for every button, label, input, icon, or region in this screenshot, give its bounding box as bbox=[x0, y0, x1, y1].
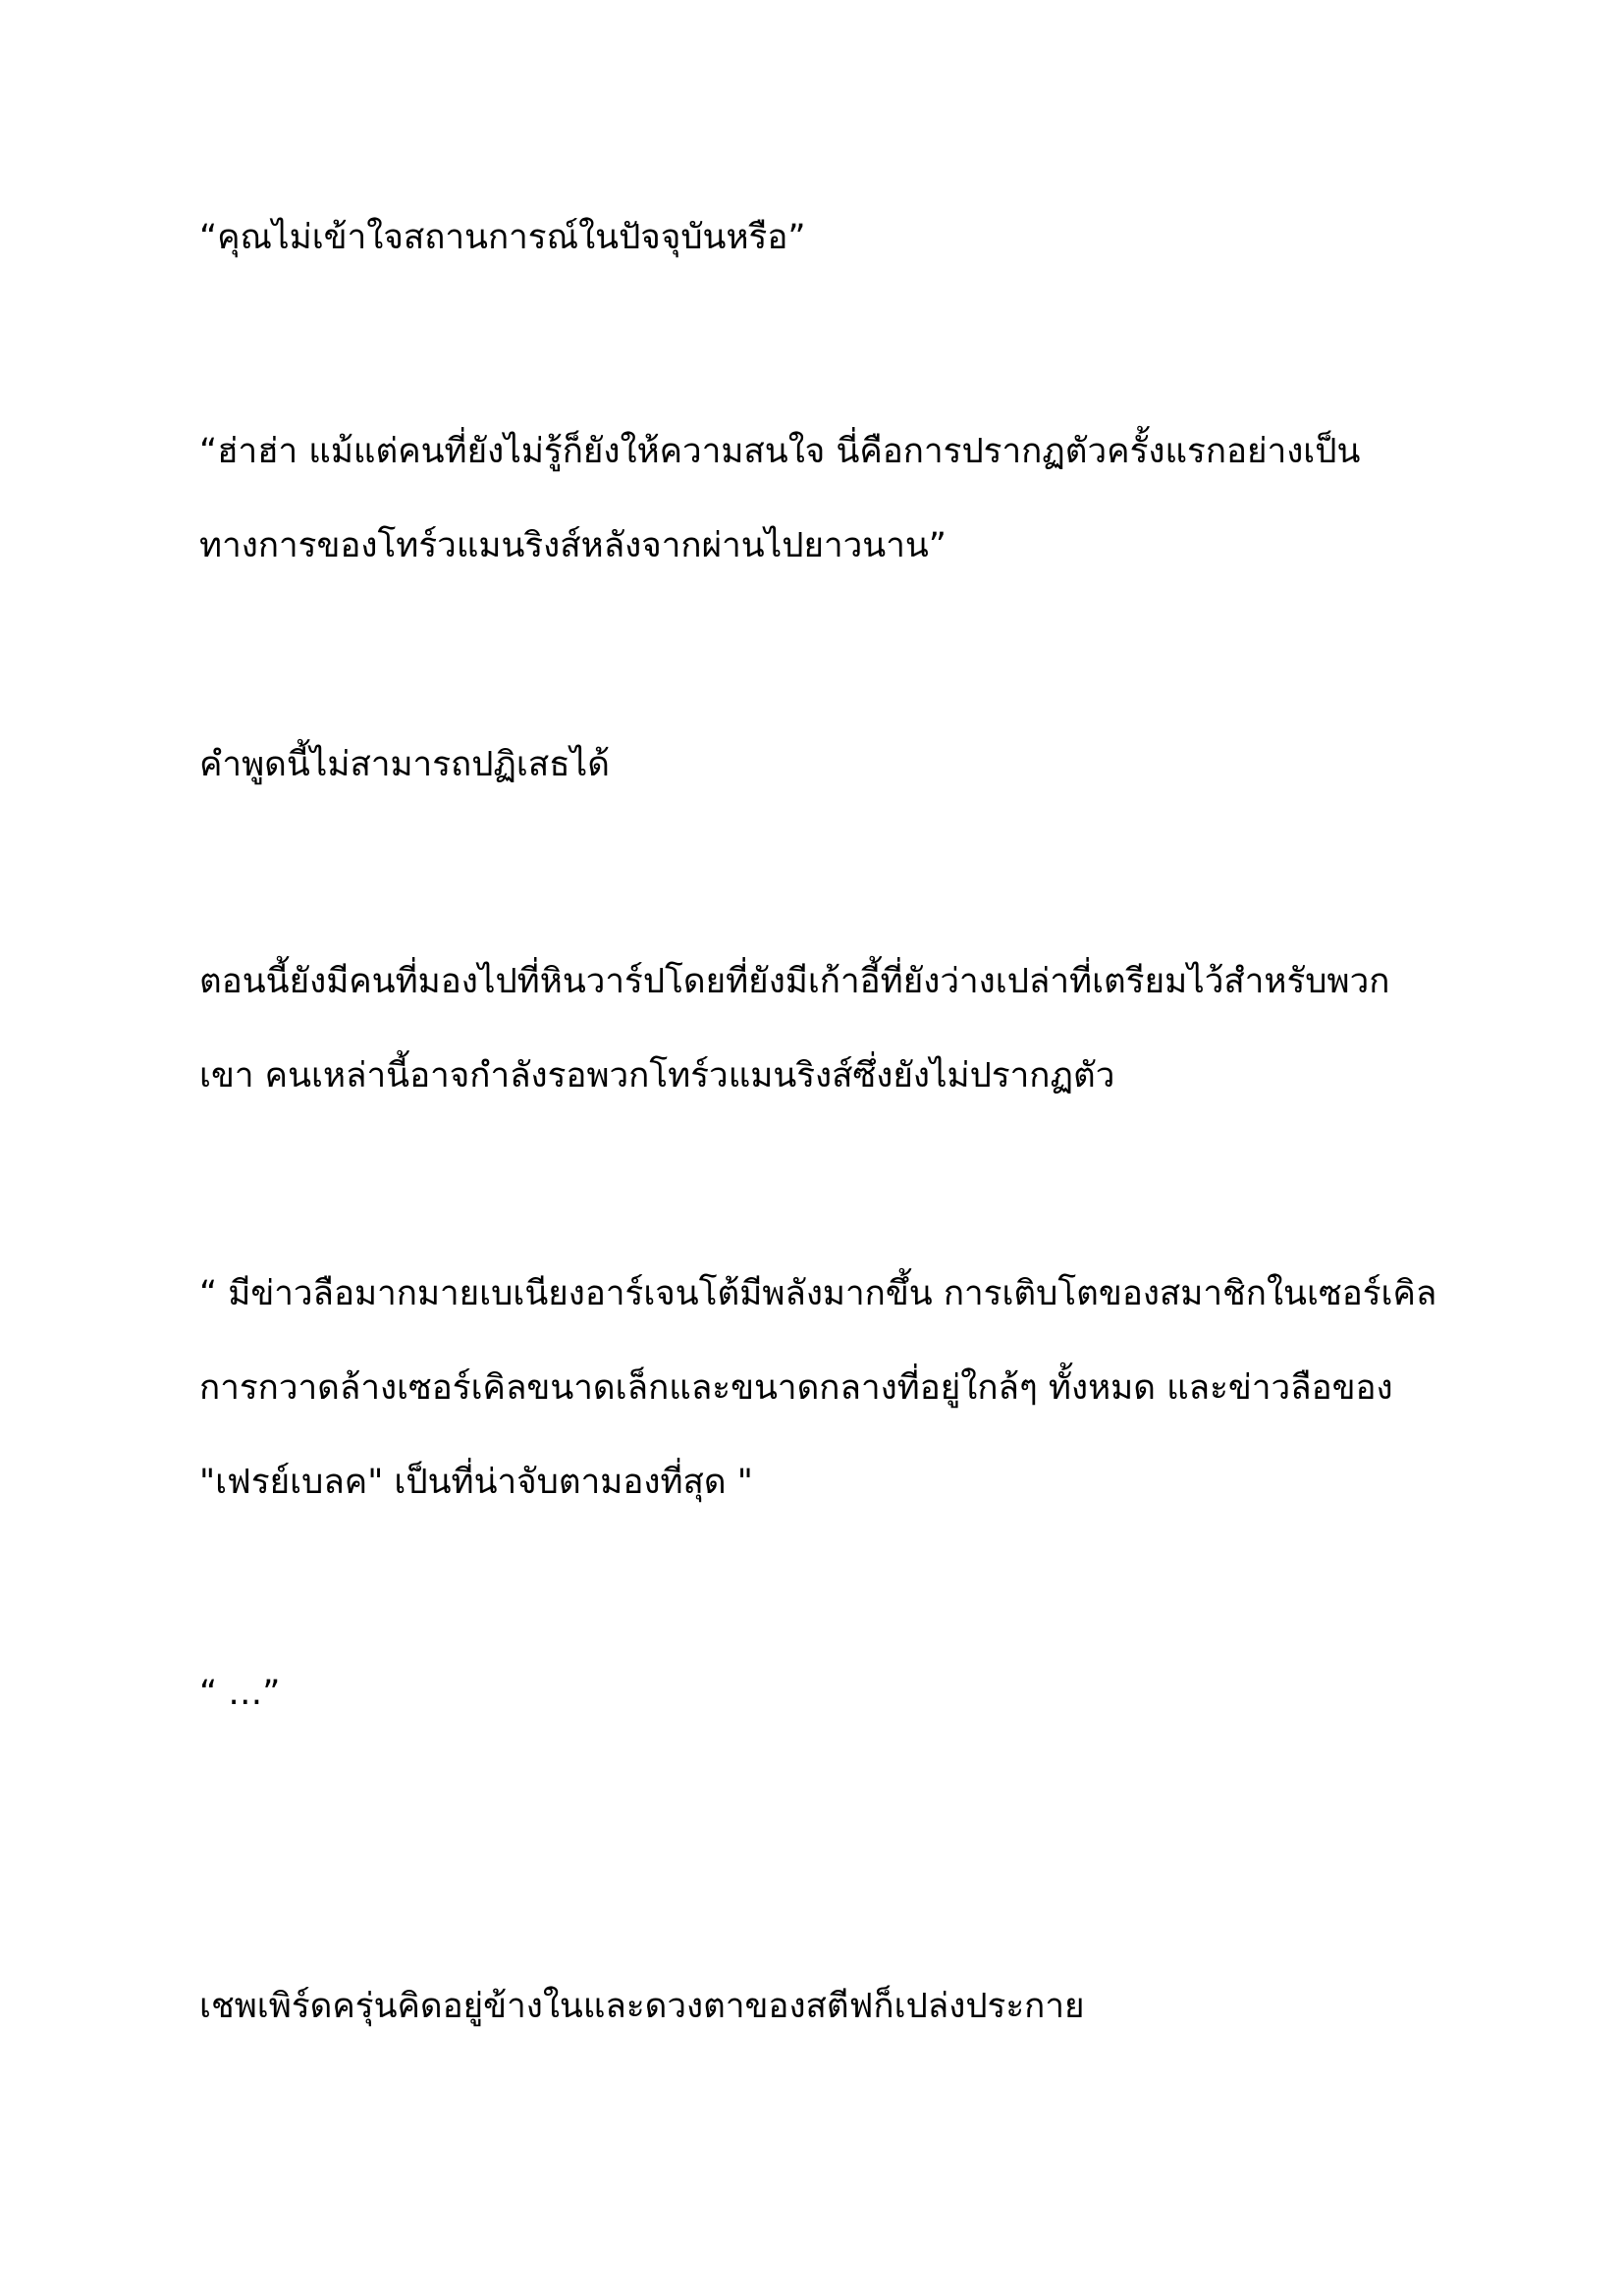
paragraph-line: “คุณไม่เข้าใจสถานการณ์ในปัจจุบันหรือ” bbox=[199, 218, 806, 257]
paragraph-line: ตอนนี้ยังมีคนที่มองไปที่หินวาร์ปโดยที่ยังมีเก้าอี้ที่ยังว่างเปล่าที่เตรียมไว้สำหรับพวก bbox=[199, 962, 1390, 1001]
paragraph-6 bbox=[199, 1646, 1456, 1740]
paragraph-4 bbox=[199, 934, 1456, 1123]
paragraph-2 bbox=[199, 404, 1456, 593]
paragraph-line: “ มีข่าวลือมากมายเบเนียงอาร์เจนโต้มีพลังมากขึ้น การเติบโตของสมาชิกในเซอร์เคิล bbox=[199, 1274, 1437, 1313]
paragraph-3 bbox=[199, 718, 1456, 812]
paragraph-line: “ …” bbox=[199, 1674, 281, 1713]
paragraph-1 bbox=[199, 190, 1456, 285]
paragraph-line: “ฮ่าฮ่า แม้แต่คนที่ยังไม่รู้ก็ยังให้ความสนใจ นี่คือการปรากฏตัวครั้งแรกอย่างเป็น bbox=[199, 432, 1361, 471]
paragraph-7 bbox=[199, 1959, 1456, 2054]
paragraph-line: เชพเพิร์ดครุ่นคิดอยู่ข้างในและดวงตาของสตีฟก็เปล่งประกาย bbox=[199, 1987, 1085, 2026]
paragraph-line: ทางการของโทร์วแมนริงส์หลังจากผ่านไปยาวนาน” bbox=[199, 526, 947, 565]
paragraph-line: "เฟรย์เบลค" เป็นที่น่าจับตามองที่สุด " bbox=[199, 1463, 753, 1502]
paragraph-line: เขา คนเหล่านี้อาจกำลังรอพวกโทร์วแมนริงส์ซึ่งยังไม่ปรากฏตัว bbox=[199, 1056, 1115, 1095]
paragraph-5 bbox=[199, 1247, 1456, 1529]
paragraph-line: การกวาดล้างเซอร์เคิลขนาดเล็กและขนาดกลางที่อยู่ใกล้ๆ ทั้งหมด และข่าวลือของ bbox=[199, 1368, 1393, 1408]
paragraph-line: คำพูดนี้ไม่สามารถปฏิเสธได้ bbox=[199, 745, 610, 784]
